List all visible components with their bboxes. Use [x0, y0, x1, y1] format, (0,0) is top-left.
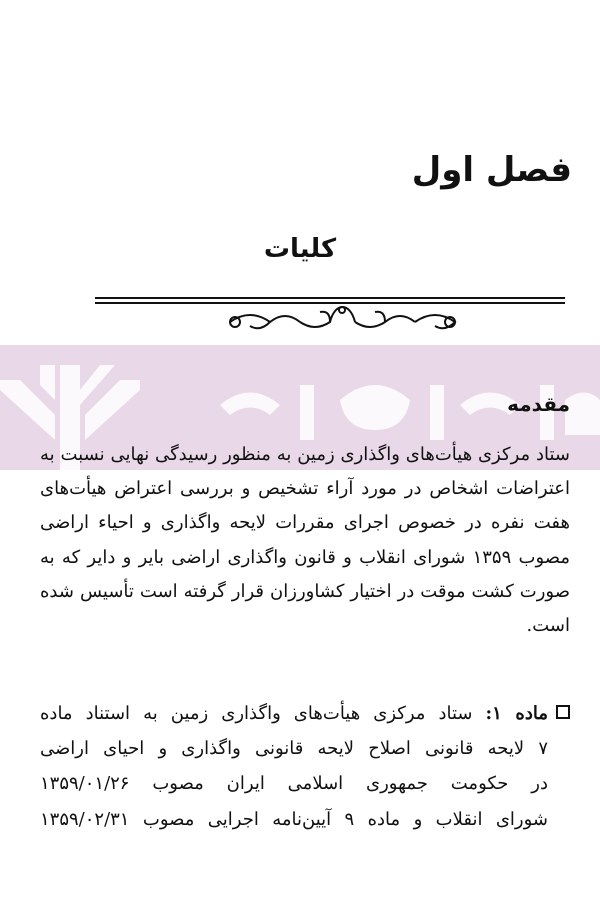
section-title: کلیات	[263, 234, 337, 264]
checkbox-square-icon	[556, 705, 570, 719]
ornament-divider	[95, 290, 565, 338]
chapter-title: فصل اول	[411, 150, 572, 190]
article-line-3: در حکومت جمهوری اسلامی ایران مصوب ۱۳۵۹/۰۱/۲۶	[40, 773, 548, 795]
article-1	[40, 696, 570, 837]
article-text-1: ستاد مرکزی هیأت‌های واگذاری زمین به استناد ماده	[40, 703, 473, 724]
intro-paragraph: ستاد مرکزی هیأت‌های واگذاری زمین به منظور رسیدگی نهایی نسبت به اعتراضات اشخاص در مورد آراء تشخیص و بررسی اعتراض هیأت‌های هفت نفره در خصوص اجرای مقررات لایحه واگذاری و احیاء اراضی مصوب ۱۳۵۹ شورای انقلاب و قانون واگذاری اراضی بایر و دایر که به صورت کشت موقت در اختیار کشاورزان قرار گرفته است تأسیس شده است.	[40, 444, 571, 637]
article-line-1	[40, 696, 570, 731]
article-line-2: ۷ لایحه قانونی اصلاح لایحه قانونی واگذاری و احیای اراضی	[40, 738, 548, 760]
article-label: ماده ۱:	[485, 703, 548, 724]
article-line-4: شورای انقلاب و ماده ۹ آیین‌نامه اجرایی مصوب ۱۳۵۹/۰۲/۳۱	[40, 808, 548, 830]
subheading: مقدمه	[507, 392, 570, 416]
